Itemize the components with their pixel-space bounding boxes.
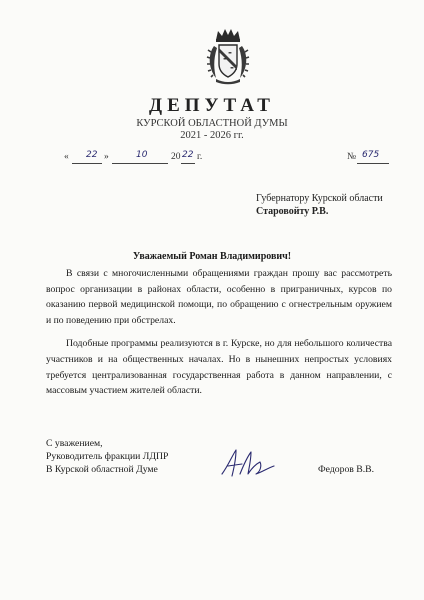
addressee-name: Старовойту Р.В. [256,206,329,217]
date-day: 22 [86,150,98,160]
closing-line: В Курской областной Думе [46,464,158,475]
salutation: Уважаемый Роман Владимирович! [132,251,292,262]
date-year-prefix: 20 [171,152,181,162]
closing-line: Руководитель фракции ЛДПР [46,451,169,462]
addressee-position: Губернатору Курской области [256,193,383,204]
letter-body [46,266,392,407]
document-number: 675 [362,150,380,160]
handwritten-signature [218,446,278,480]
letterhead-years: 2021 - 2026 гг. [180,130,244,141]
addressee-block [256,192,383,218]
date-month: 10 [136,150,148,160]
body-paragraph: Подобные программы реализуются в г. Курске, но для небольшого количества участников и на общественных началах. Но в нынешних непростых условиях требуется централизованная государственная работа в данном направлении, с массовым участием жителей области. [46,338,392,397]
coat-of-arms-emblem [206,26,250,86]
date-year-unit: г. [197,152,203,162]
letterhead-title: ДЕПУТАТ [149,95,275,116]
body-paragraph: В связи с многочисленными обращениями граждан прошу вас рассмотреть вопрос организации в районах области, особенно в приграничных, курсов по оказанию первой медицинской помощи, по обращению с огнестрельным оружием и по поведению при обстрелах. [46,268,392,326]
signer-name: Федоров В.В. [318,464,375,475]
date-number-line [64,150,394,166]
closing-line: С уважением, [46,438,103,449]
date-close-quote: » [104,152,109,162]
letterhead-subtitle: КУРСКОЙ ОБЛАСТНОЙ ДУМЫ [136,118,288,129]
date-open-quote: « [64,152,69,162]
closing-block [46,437,168,476]
number-label: № [347,152,357,162]
date-year-suffix: 22 [182,150,194,160]
